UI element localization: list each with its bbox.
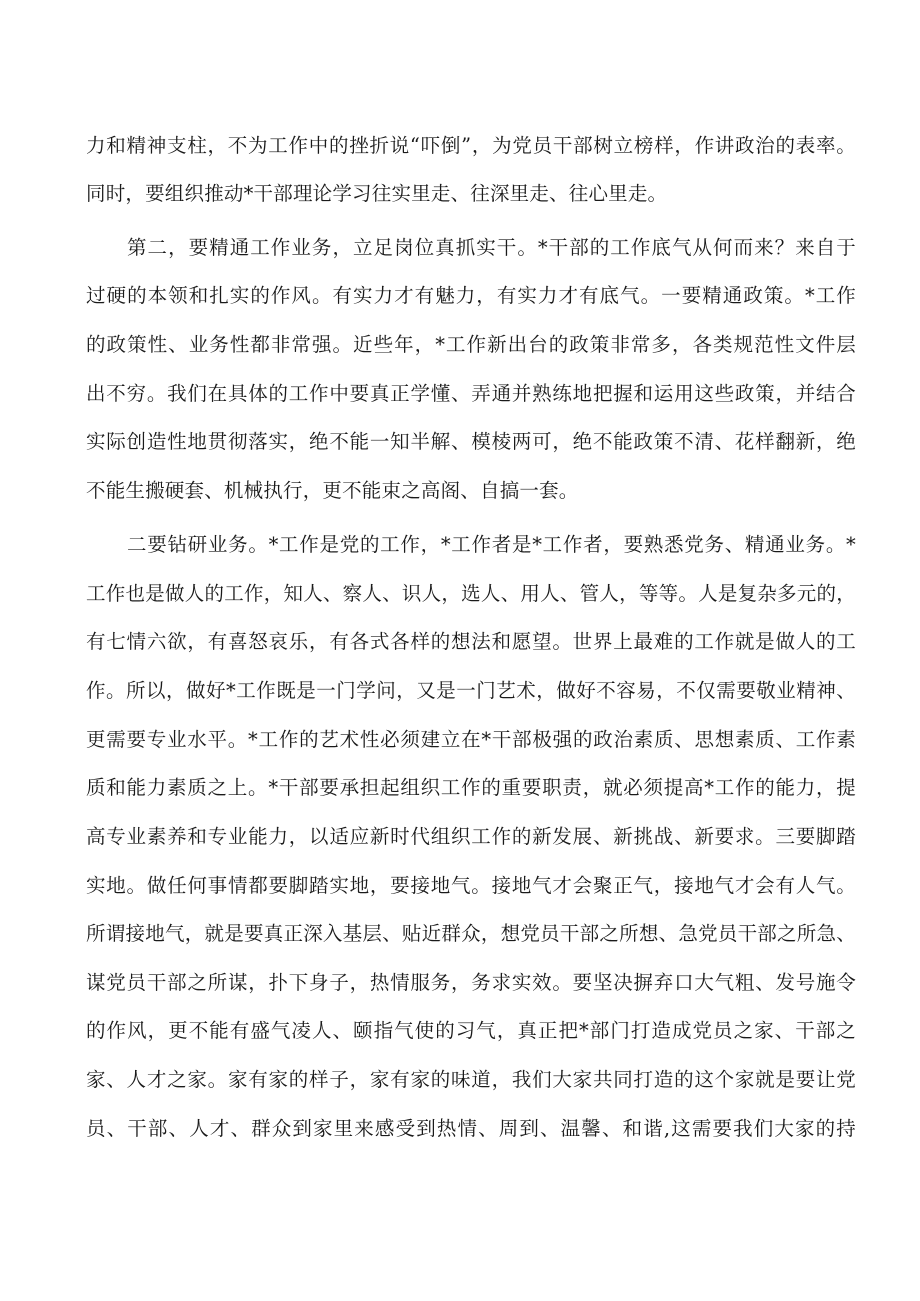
text-line: 所谓接地气，就是要真正深入基层、贴近群众，想党员干部之所想、急党员干部之所急、 [86,922,856,945]
text-line: 工作也是做人的工作，知人、察人、识人，选人、用人、管人，等等。人是复杂多元的， [86,582,856,605]
text-line: 第二，要精通工作业务，立足岗位真抓实干。*干部的工作底气从何而来？来自于 [127,236,856,259]
text-line: 高专业素养和专业能力，以适应新时代组织工作的新发展、新挑战、新要求。三要脚踏 [86,825,856,848]
text-line: 家、人才之家。家有家的样子，家有家的味道，我们大家共同打造的这个家就是要让党 [86,1068,856,1091]
text-line: 员、干部、人才、群众到家里来感受到热情、周到、温馨、和谐,这需要我们大家的持 [86,1117,856,1140]
text-line: 不能生搬硬套、机械执行，更不能束之高阁、自搞一套。 [86,479,579,502]
text-line: 有七情六欲，有喜怒哀乐，有各式各样的想法和愿望。世界上最难的工作就是做人的工 [86,630,856,653]
text-line: 谋党员干部之所谋，扑下身子，热情服务，务求实效。要坚决摒弃口大气粗、发号施令 [86,971,856,994]
text-line: 同时，要组织推动*干部理论学习往实里走、往深里走、往心里走。 [86,182,668,205]
text-line: 作。所以，做好*工作既是一门学问，又是一门艺术，做好不容易，不仅需要敬业精神、 [86,679,856,702]
text-line: 出不穷。我们在具体的工作中要真正学懂、弄通并熟练地把握和运用这些政策，并结合 [86,382,856,405]
text-line: 更需要专业水平。*工作的艺术性必须建立在*干部极强的政治素质、思想素质、工作素 [86,728,856,751]
text-line: 实际创造性地贯彻落实，绝不能一知半解、模棱两可，绝不能政策不清、花样翻新，绝 [86,430,856,453]
text-line: 的作风，更不能有盛气凌人、颐指气使的习气，真正把*部门打造成党员之家、干部之 [86,1019,856,1042]
text-line: 过硬的本领和扎实的作风。有实力才有魅力，有实力才有底气。一要精通政策。*工作 [86,284,856,307]
text-line: 实地。做任何事情都要脚踏实地，要接地气。接地气才会聚正气，接地气才会有人气。 [86,874,856,897]
text-line: 二要钻研业务。*工作是党的工作，*工作者是*工作者，要熟悉党务、精通业务。* [127,533,856,556]
text-line: 力和精神支柱，不为工作中的挫折说“吓倒”，为党员干部树立榜样，作讲政治的表率。 [86,134,856,157]
text-line: 质和能力素质之上。*干部要承担起组织工作的重要职责，就必须提高*工作的能力，提 [86,776,856,799]
text-line: 的政策性、业务性都非常强。近些年，*工作新出台的政策非常多，各类规范性文件层 [86,333,856,356]
